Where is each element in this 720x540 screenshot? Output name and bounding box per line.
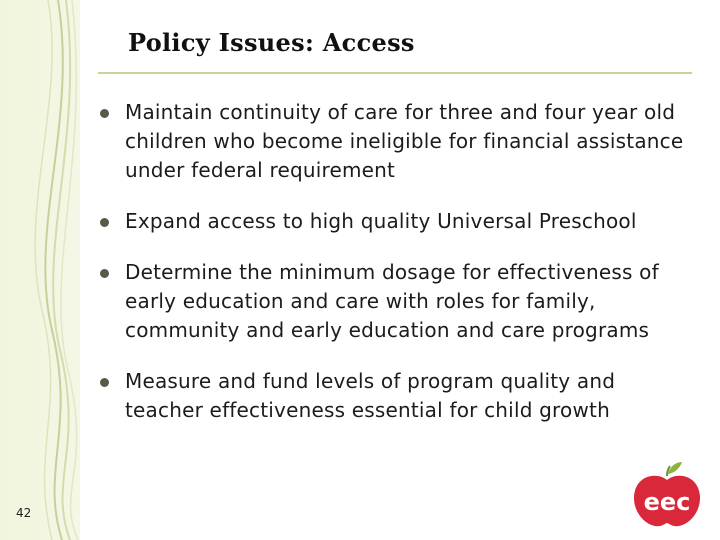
bullet-text: Expand access to high quality Universal Preschool <box>125 209 637 233</box>
apple-logo-icon <box>628 460 706 530</box>
bullet-item <box>96 367 696 425</box>
slide-number: 42 <box>16 506 32 520</box>
decorative-side-band <box>0 0 80 540</box>
bullet-list <box>96 98 696 447</box>
bullet-text: Maintain continuity of care for three and four year old children who become ineligible for financial assistance under federal requirement <box>125 100 684 182</box>
bullet-dot-icon <box>100 378 109 387</box>
title-divider <box>98 72 692 74</box>
slide-title: Policy Issues: Access <box>128 28 415 57</box>
bullet-dot-icon <box>100 269 109 278</box>
band-lines-icon <box>0 0 80 540</box>
bullet-text: Determine the minimum dosage for effectiveness of early education and care with roles for family, community and early education and care programs <box>125 260 659 342</box>
bullet-item <box>96 98 696 185</box>
bullet-item <box>96 207 696 236</box>
logo-text: eec <box>643 488 691 516</box>
bullet-text: Measure and fund levels of program quality and teacher effectiveness essential for child growth <box>125 369 616 422</box>
bullet-item <box>96 258 696 345</box>
bullet-dot-icon <box>100 218 109 227</box>
bullet-dot-icon <box>100 109 109 118</box>
